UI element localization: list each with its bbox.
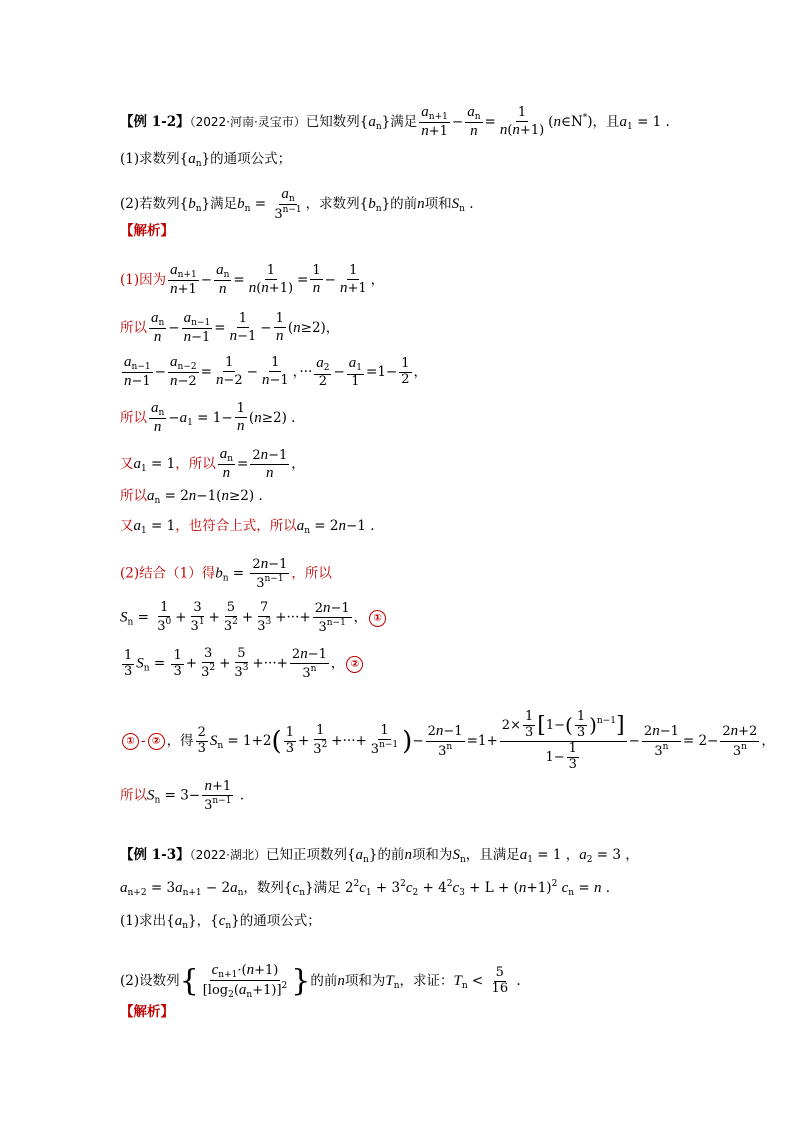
example-1-2-question-2: (2)若数列$\{b_n\}$满足$b_n$ = $\frac{a_n}{3^{n-1}}$ ，求数列$\{b_n\}$的前n项和$S_n$ . [120, 186, 474, 223]
solution-1-line-6: 所以$a_n = 2n-1(n\ge 2)$ . [120, 488, 263, 506]
solution-2-line-1: (2)结合（1）得$b_n$ = $\frac{2n-1}{3^{n-1}}$ ，所以 [120, 556, 332, 592]
solution-1-line-4: 所以 $\frac{a_n}{n}$ $-a_1 = 1-$ $\frac{1}{n}$ (n≥2) . [120, 400, 296, 436]
solution-1-line-2: 所以 $\frac{a_n}{n}$ − $\frac{a_{n-1}}{n-1}$ = $\frac{1}{n-1}$ − $\frac{1}{n}$ (n≥2)， [120, 310, 340, 346]
solution-1-line-3: $\frac{a_{n-1}}{n-1}$ − $\frac{a_{n-2}}{n-2}$ = $\frac{1}{n-2}$ − $\frac{1}{n-1}$ ，··· $\frac{a_2}{2}$ − $\frac{a_1}{1}$ =1− $\frac{1}{2}$ ， [124, 354, 428, 390]
example-label: 【例 1-2】 [120, 113, 190, 130]
solution-2-line-5: 所以$S_n = 3-$ $\frac{n+1}{3^{n-1}}$ . [120, 778, 245, 814]
solution-2-line-3: $\frac{1}{3}$ $S_n$ = $\frac{1}{3}$ + $\frac{3}{3^2}$ + $\frac{5}{3^3}$ +···+ $\frac{2n-1}{3^n}$ ， ② [120, 646, 365, 682]
example-source: （2022·河南·灵宝市） [189, 114, 306, 129]
fraction: $\frac{a_{n+1}}{n+1}$ [421, 104, 448, 140]
equation-marker-1: ① [369, 610, 386, 627]
solution-2-line-2: $S_n$ = $\frac{1}{3^0}$ + $\frac{3}{3^1}$ + $\frac{5}{3^2}$ + $\frac{7}{3^3}$ +···+ $\frac{2n-1}{3^{n-1}}$ ， ① [120, 600, 388, 636]
solution-1-line-7: 又$a_1 = 1$，也符合上式，所以$a_n = 2n-1$ . [120, 518, 375, 536]
analysis-heading-2: 【解析】 [120, 1004, 174, 1020]
solution-2-line-4: ① - ② ，得 $\frac{2}{3}$ $S_n = 1+2$( $\frac{1}{3}$ + $\frac{1}{3^2}$ +···+ $\frac{1}{3^{n-1}}$ )− $\frac{2n-1}{3^n}$ =1+ 2× $\frac{1}{3}$ [1−( $\frac{1}{3}$ )$^{n-1}$] 1− $\frac{1}{3}$ − $\frac{2n-1}{3^n}$ = 2− $\frac{2n+2}{3^n}$ ， [120, 710, 775, 773]
example-1-3-question-1: (1)求出$\{a_n\}$，$\{c_n\}$的通项公式； [120, 913, 321, 931]
analysis-heading: 【解析】 [120, 223, 174, 239]
example-source: （2022·湖北） [189, 848, 266, 862]
equation-marker-2: ② [346, 656, 363, 673]
example-1-2-stem: 【例 1-2】（2022·河南·灵宝市）已知数列$\{a_n\}$满足 $\frac{a_{n+1}}{n+1}$ − $\frac{a_n}{n}$ = $\frac{1}{n(n+1)}$ (n∈N*)，且$a_1 = 1$ . [120, 104, 670, 140]
solution-1-line-1: (1)因为 $\frac{a_{n+1}}{n+1}$ − $\frac{a_n}{n}$ = $\frac{1}{n(n+1)}$ = $\frac{1}{n}$ − $\frac{1}{n+1}$ ， [120, 262, 385, 298]
example-1-3-question-2: (2)设数列{ $\frac{c_{n+1}\cdot(n+1)}{[\log_2(a_n+1)]^2}$ }的前n项和为$T_n$，求证：$T_n$ < $\frac{5}{16}$ . [120, 962, 521, 1001]
solution-1-line-5: 又$a_1 = 1$，所以 $\frac{a_n}{n}$ = $\frac{2n-1}{n}$ ， [120, 446, 305, 482]
example-label: 【例 1-3】 [120, 847, 190, 863]
example-1-3-stem: 【例 1-3】（2022·湖北）已知正项数列$\{a_n\}$的前n项和为$S_n$，且满足$a_1 = 1$ ，$a_2 = 3$ ， [120, 847, 639, 865]
example-1-2-question-1: (1)求数列$\{a_n\}$的通项公式； [120, 151, 292, 169]
example-1-3-stem-2: $a_{n+2} = 3a_{n+1} - 2a_n$，数列$\{c_n\}$满足 $2^2c_1 + 3^2c_2 + 4^2c_3 + L + (n+1)^2$ $c_n = n$ . [120, 879, 611, 898]
